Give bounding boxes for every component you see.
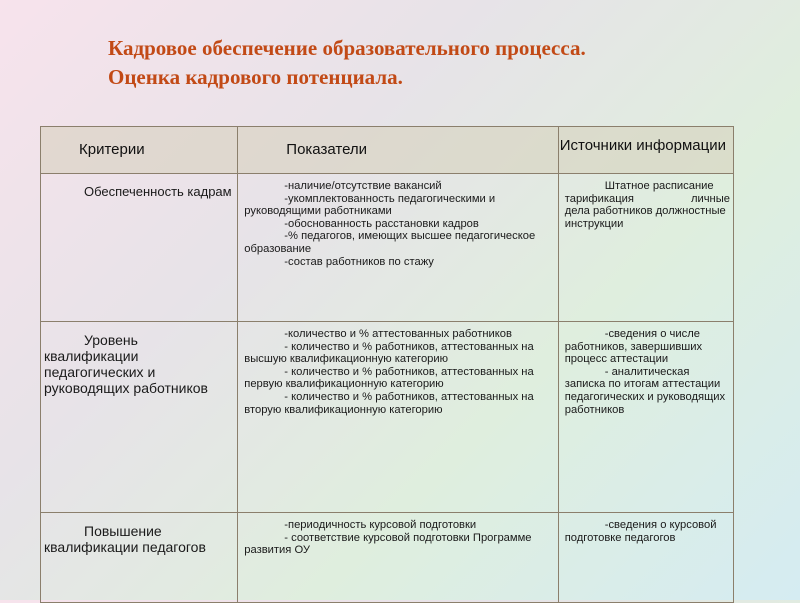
indicator-item: -укомплектованность педагогическими и руководящими работниками	[244, 192, 496, 218]
indicators-cell	[238, 513, 558, 603]
header-sources: Источники информации	[558, 127, 733, 174]
indicator-item: - соответствие курсовой подготовки Программе развития ОУ	[244, 531, 532, 557]
criterion-text: Повышение квалификации педагогов	[44, 523, 206, 555]
indicator-item: -состав работников по стажу	[284, 255, 434, 268]
header-criteria: Критерии	[41, 127, 238, 174]
source-item: - аналитическая записка по итогам аттестации педагогических и руководящих работников	[564, 365, 726, 416]
criterion-cell	[41, 322, 238, 513]
sources-cell	[558, 174, 733, 322]
indicator-item: -количество и % аттестованных работников	[284, 328, 512, 340]
indicators-cell	[238, 322, 558, 513]
criterion-text: Уровень квалификации педагогических и руководящих работников	[44, 332, 208, 396]
indicators-cell	[238, 174, 558, 322]
indicator-item: -наличие/отсутствие вакансий	[284, 180, 442, 192]
source-item: дела работников должностные инструкции	[564, 205, 726, 230]
indicator-item: - количество и % работников, аттестованных на первую квалификационную категорию	[244, 365, 534, 391]
table-row	[41, 513, 734, 603]
indicator-item: -% педагогов, имеющих высшее педагогическое образование	[244, 230, 536, 255]
source-item: тарификация личные	[564, 192, 730, 205]
slide-title	[108, 34, 768, 92]
header-indicators: Показатели	[238, 127, 558, 174]
table-row	[41, 174, 734, 322]
table-header-row	[41, 127, 734, 174]
indicator-item: - количество и % работников, аттестованных на высшую квалификационную категорию	[244, 340, 534, 366]
indicator-item: -обоснованность расстановки кадров	[284, 217, 479, 230]
source-item: -сведения о числе работников, завершивших процесс аттестации	[564, 328, 703, 366]
title-line-2: Оценка кадрового потенциала.	[108, 65, 403, 89]
indicator-item: - количество и % работников, аттестованных на вторую квалификационную категорию	[244, 390, 534, 416]
criterion-cell	[41, 174, 238, 322]
indicator-item: -периодичность курсовой подготовки	[284, 519, 477, 531]
source-item: -сведения о курсовой подготовке педагогов	[564, 519, 717, 544]
sources-cell	[558, 513, 733, 603]
criterion-cell	[41, 513, 238, 603]
source-item: Штатное расписание	[604, 180, 714, 192]
table-row	[41, 322, 734, 513]
criterion-text: Обеспеченность кадрам	[84, 184, 232, 199]
title-line-1: Кадровое обеспечение образовательного процесса.	[108, 36, 586, 60]
sources-cell	[558, 322, 733, 513]
staff-assessment-table	[40, 126, 734, 603]
